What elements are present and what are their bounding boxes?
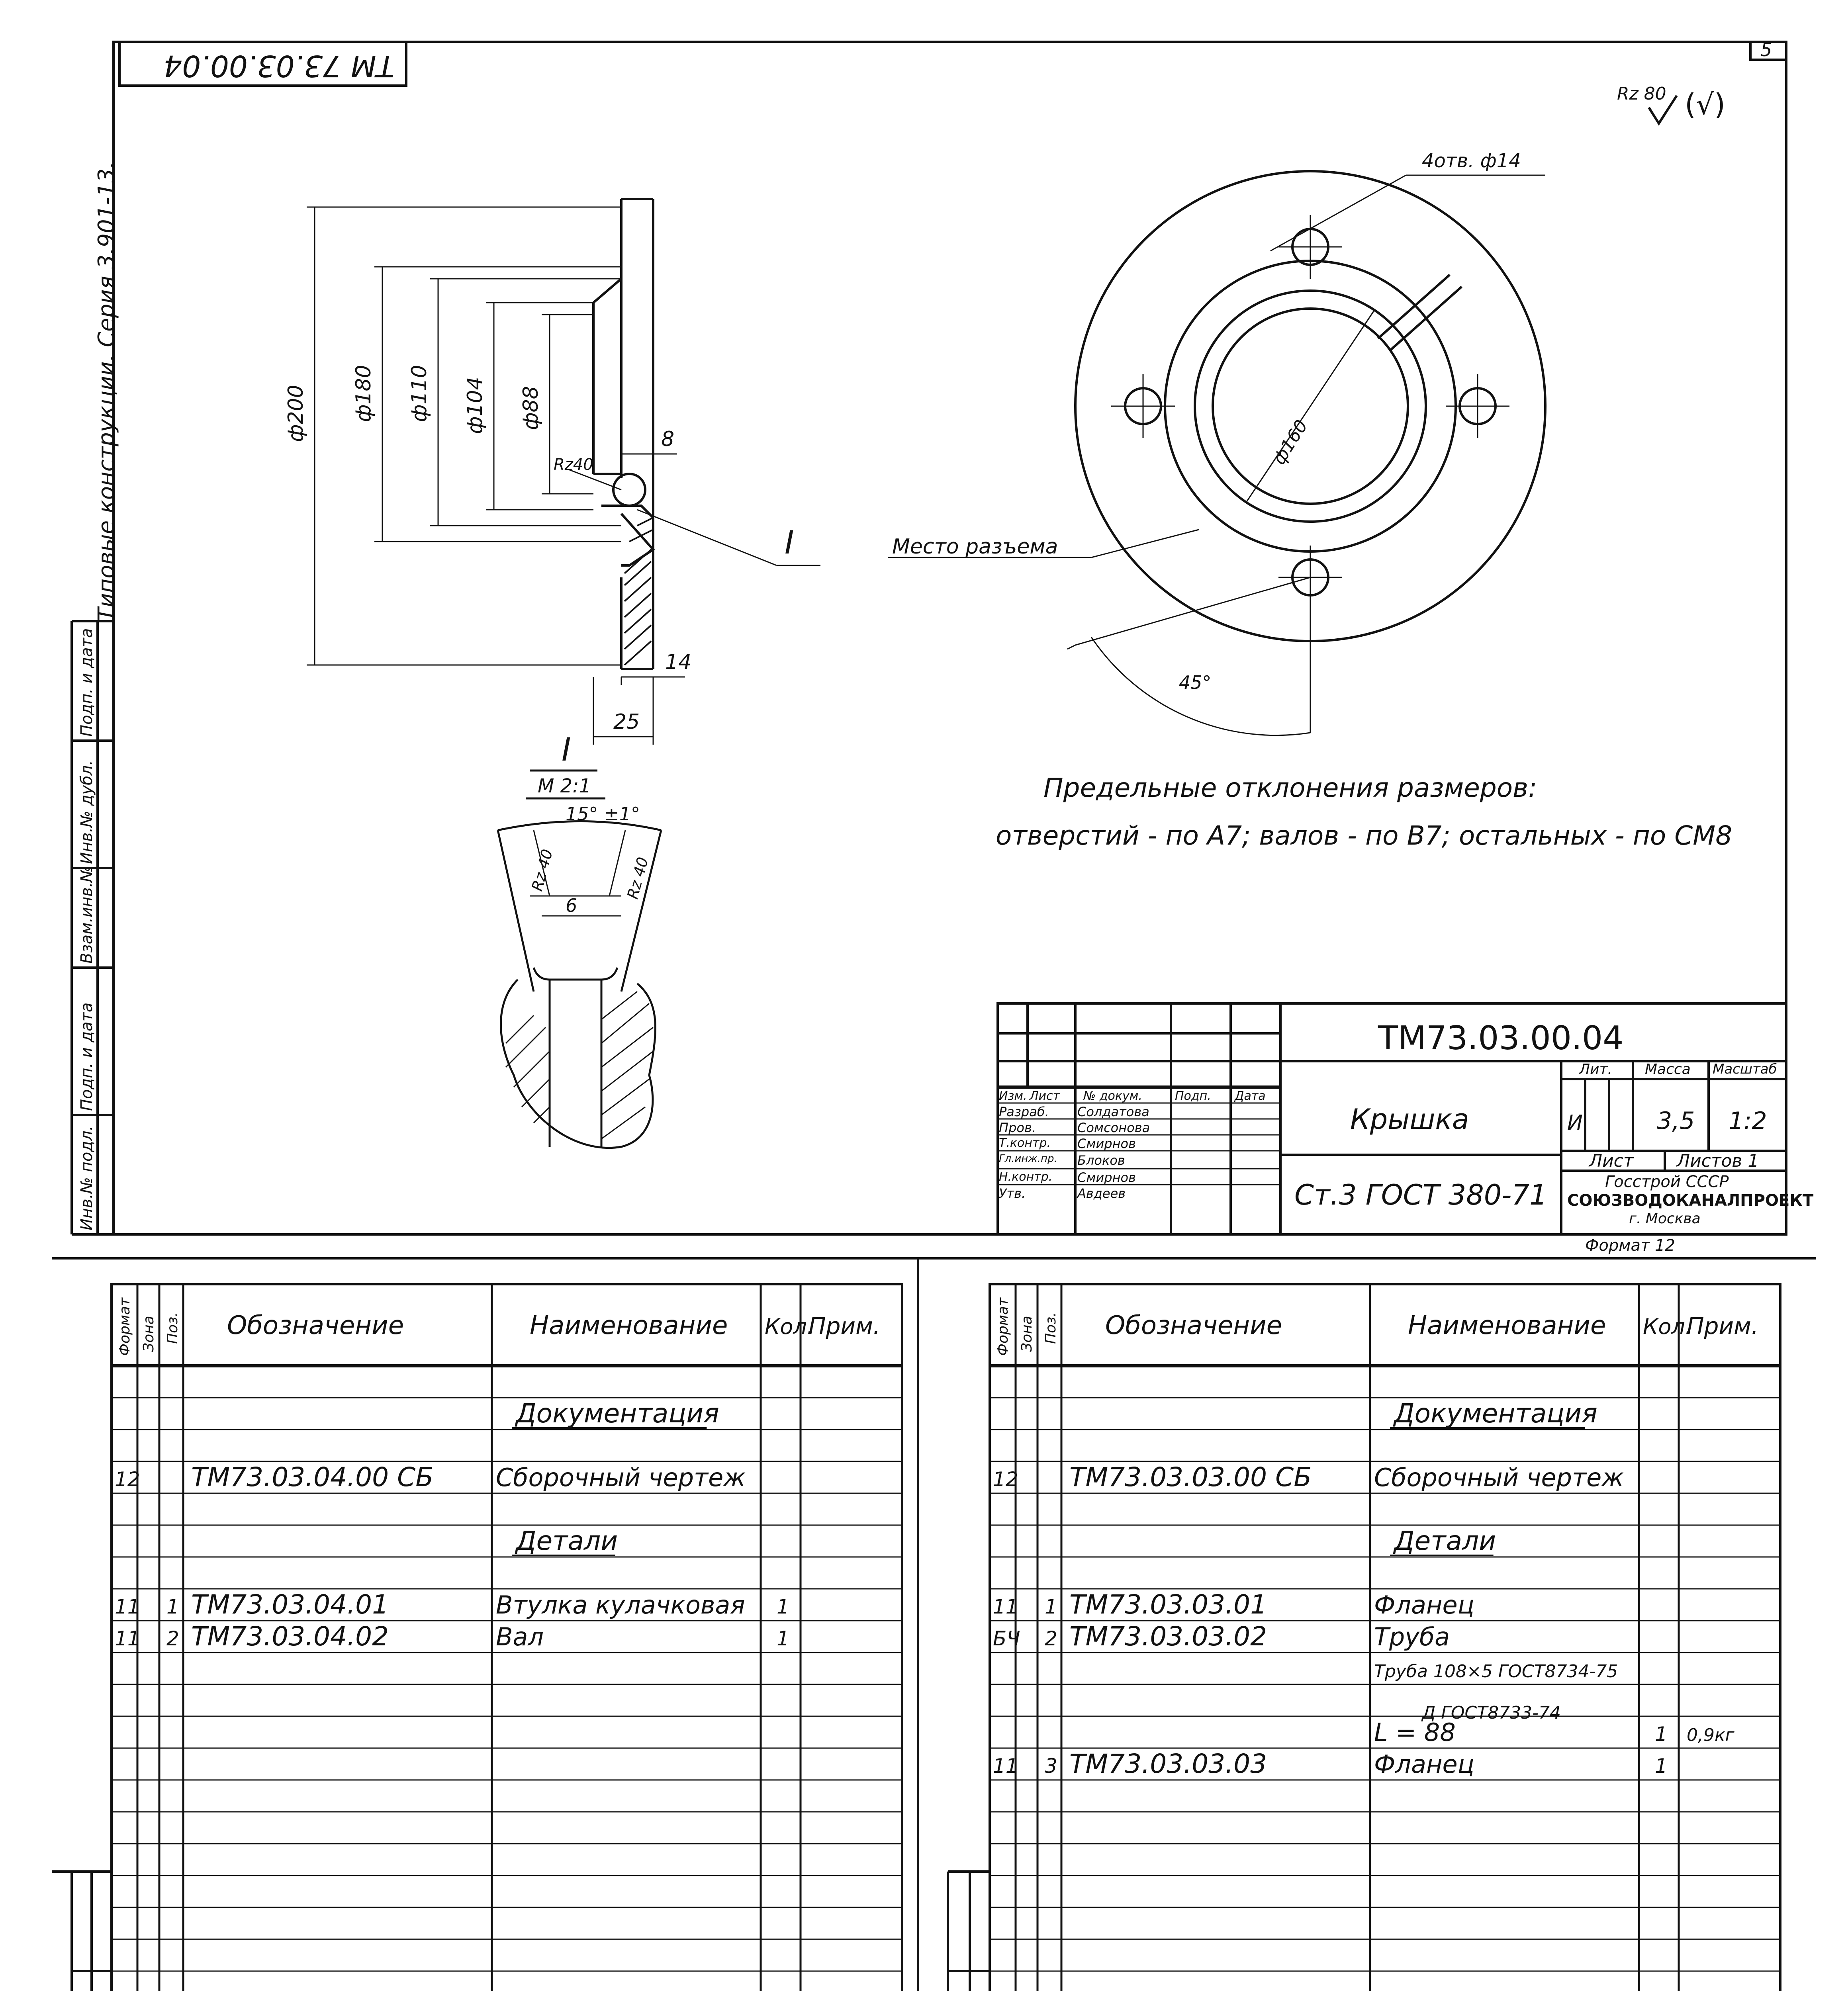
detail-rz40-right: Rz 40 — [624, 855, 652, 901]
dim-d88: ф88 — [519, 386, 543, 430]
spec-header-format: Формат — [117, 1297, 133, 1356]
detail-rz40: Rz 40 — [528, 847, 556, 893]
spec-cell-name: Сборочный чертеж — [496, 1463, 746, 1492]
angle-45: 45° — [1179, 672, 1212, 693]
spec-cell-designation: ТМ73.03.03.00 СБ — [1069, 1462, 1312, 1492]
dim-8: 8 — [661, 427, 675, 451]
detail-dim-6: 6 — [566, 895, 578, 916]
top-header-list: Лист — [1030, 1089, 1060, 1103]
spec-cell-designation: ТМ73.03.03.02 — [1069, 1621, 1267, 1652]
spec-cell-note: 0,9кг — [1687, 1725, 1734, 1745]
side-label-1: Инв.№ подл. — [78, 1125, 96, 1230]
spec-cell-pos: 2 — [166, 1627, 179, 1650]
detail-scale: М 2:1 — [538, 775, 591, 797]
spec-cell-name: L = 88 — [1374, 1718, 1456, 1747]
spec-header-designation: Обозначение — [227, 1311, 404, 1340]
top-part-name: Крышка — [1350, 1103, 1469, 1136]
side-label-3: Взам.инв.№ — [78, 865, 96, 964]
spec-header-note: Прим. — [808, 1312, 881, 1340]
spec-cell-format: 11 — [993, 1595, 1018, 1618]
spec-cell-format: 12 — [115, 1468, 140, 1491]
side-label-2: Подп. и дата — [78, 1002, 96, 1111]
spec-cell-designation: ТМ73.03.03.03 — [1069, 1748, 1267, 1779]
spec-section-heading: Документация — [516, 1398, 719, 1429]
spec-cell-name: Труба 108×5 ГОСТ8734-75 — [1374, 1661, 1618, 1682]
dim-d200: ф200 — [284, 385, 308, 442]
top-role-4: Гл.инж.пр. — [999, 1153, 1057, 1165]
tolerance-line-2: отверстий - по А7; валов - по В7; остальных - по СМ8 — [996, 820, 1732, 851]
detail-angle: 15° ±1° — [566, 803, 640, 825]
tolerance-line-1: Предельные отклонения размеров: — [1043, 773, 1537, 803]
spec-section-heading: Документация — [1394, 1398, 1597, 1429]
dim-14: 14 — [665, 650, 692, 674]
roughness-value: Rz 80 — [1617, 84, 1666, 104]
split-place-label: Место разъема — [892, 535, 1058, 559]
dim-25: 25 — [613, 710, 640, 734]
top-role-3: Т.контр. — [999, 1136, 1051, 1150]
spec-header-name: Наименование — [530, 1311, 728, 1340]
spec-cell-name: Д ГОСТ8733-74 — [1422, 1703, 1561, 1723]
spec-cell-qty: 1 — [777, 1627, 789, 1650]
dim-d110: ф110 — [407, 365, 431, 422]
spec-cell-qty: 1 — [1655, 1723, 1668, 1746]
side-label-4: Инв.№ дубл. — [78, 760, 96, 864]
top-person-4: Блоков — [1077, 1153, 1125, 1168]
top-person-3: Смирнов — [1077, 1136, 1136, 1151]
spec-cell-format: 11 — [993, 1754, 1018, 1778]
roughness-paren: (√) — [1685, 88, 1726, 121]
top-head-lit: Лит. — [1579, 1061, 1612, 1078]
top-lit: И — [1567, 1111, 1583, 1135]
spec-cell-designation: ТМ73.03.03.01 — [1069, 1589, 1267, 1620]
series-note: Типовые конструкции. Серия 3.901-13. — [94, 161, 119, 621]
dim-d180: ф180 — [352, 365, 376, 422]
top-org-1: Госстрой СССР — [1605, 1173, 1729, 1191]
spec-cell-format: 12 — [993, 1468, 1018, 1491]
dim-rz40: Rz40 — [554, 456, 593, 474]
top-designation: ТМ73.03.00.04 — [1378, 1019, 1624, 1057]
top-role-5: Н.контр. — [999, 1170, 1053, 1184]
spec-cell-name: Вал — [496, 1622, 544, 1651]
top-sheet-label: Лист — [1589, 1151, 1634, 1171]
top-person-1: Солдатова — [1077, 1104, 1149, 1119]
spec-header-note: Прим. — [1687, 1312, 1759, 1340]
top-person-5: Смирнов — [1077, 1170, 1136, 1185]
top-header-doc: № докум. — [1083, 1089, 1142, 1103]
spec-cell-name: Втулка кулачковая — [496, 1590, 745, 1619]
spec-header-name: Наименование — [1408, 1311, 1606, 1340]
spec-header-qty: Кол. — [765, 1314, 814, 1339]
top-header-date: Дата — [1235, 1089, 1266, 1103]
top-person-6: Авдеев — [1077, 1186, 1126, 1201]
spec-header-pos: Поз. — [164, 1312, 181, 1344]
top-org-2: СОЮЗВОДОКАНАЛПРОЕКТ — [1567, 1191, 1814, 1210]
spec-cell-designation: ТМ73.03.04.01 — [191, 1589, 389, 1620]
top-person-2: Сомсонова — [1077, 1120, 1150, 1135]
spec-cell-designation: ТМ73.03.04.00 СБ — [191, 1462, 434, 1492]
spec-cell-qty: 1 — [777, 1595, 789, 1618]
top-material: Ст.3 ГОСТ 380-71 — [1294, 1179, 1547, 1211]
spec-cell-format: БЧ — [993, 1627, 1020, 1650]
top-header-izm: Изм. — [999, 1089, 1027, 1103]
top-head-mass: Масса — [1645, 1061, 1691, 1078]
side-label-5: Подп. и дата — [78, 628, 96, 737]
sheet-number: 5 — [1760, 39, 1772, 61]
spec-section-heading: Детали — [516, 1526, 618, 1556]
spec-cell-name: Фланец — [1374, 1590, 1474, 1619]
top-header-sign: Подп. — [1175, 1089, 1211, 1103]
spec-cell-format: 11 — [115, 1595, 140, 1618]
spec-header-pos: Поз. — [1043, 1312, 1059, 1344]
spec-cell-pos: 1 — [1045, 1595, 1057, 1618]
spec-cell-name: Фланец — [1374, 1750, 1474, 1779]
top-head-scale: Масштаб — [1713, 1061, 1777, 1077]
spec-cell-designation: ТМ73.03.04.02 — [191, 1621, 389, 1652]
spec-cell-pos: 2 — [1045, 1627, 1057, 1650]
spec-section-heading: Детали — [1394, 1526, 1496, 1556]
dim-holes: 4отв. ф14 — [1422, 150, 1521, 172]
top-format: Формат 12 — [1585, 1236, 1675, 1255]
spec-cell-qty: 1 — [1655, 1754, 1668, 1778]
spec-cell-pos: 1 — [166, 1595, 179, 1618]
top-mass: 3,5 — [1657, 1107, 1695, 1135]
section-mark-i: I — [785, 524, 794, 561]
spec-cell-name: Сборочный чертеж — [1374, 1463, 1624, 1492]
spec-header-qty: Кол. — [1643, 1314, 1692, 1339]
top-sheets-label: Листов 1 — [1677, 1151, 1759, 1171]
spec-header-format: Формат — [995, 1297, 1011, 1356]
spec-header-zone: Зона — [1019, 1316, 1035, 1352]
corner-stamp: ТМ 73.03.00.04 — [163, 49, 394, 83]
top-role-2: Пров. — [999, 1120, 1036, 1135]
spec-cell-pos: 3 — [1045, 1754, 1057, 1778]
detail-mark-i: I — [562, 731, 571, 768]
top-scale: 1:2 — [1729, 1107, 1767, 1135]
top-role-6: Утв. — [999, 1186, 1026, 1201]
spec-cell-format: 11 — [115, 1627, 140, 1650]
top-role-1: Разраб. — [999, 1104, 1049, 1119]
spec-header-designation: Обозначение — [1105, 1311, 1282, 1340]
top-org-3: г. Москва — [1629, 1211, 1701, 1227]
spec-cell-name: Труба — [1374, 1622, 1450, 1651]
spec-header-zone: Зона — [141, 1316, 157, 1352]
dim-d160: ф160 — [1269, 416, 1312, 468]
dim-d104: ф104 — [463, 377, 487, 434]
